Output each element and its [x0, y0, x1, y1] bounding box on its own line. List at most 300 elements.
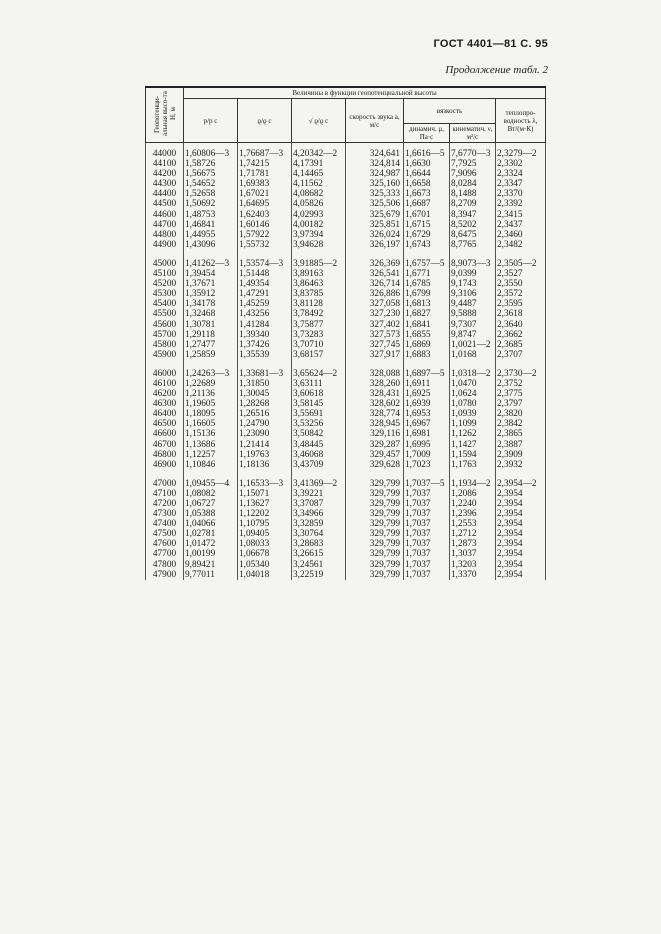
table-cell: 1,58726: [184, 159, 238, 169]
table-cell: 44300: [146, 179, 184, 189]
table-cell: 2,3415: [496, 210, 546, 220]
table-cell: 1,52658: [184, 189, 238, 199]
table-cell: 1,04066: [184, 519, 238, 529]
table-cell: 2,3302: [496, 159, 546, 169]
table-cell: 4,00182: [292, 220, 346, 230]
table-cell: 2,3932: [496, 460, 546, 470]
table-cell: 3,63111: [292, 379, 346, 389]
table-row: [146, 220, 546, 230]
table-cell: 8,7765: [450, 240, 496, 250]
table-cell: 2,3842: [496, 419, 546, 429]
table-cell: 2,3954: [496, 529, 546, 539]
table-cell: 1,57922: [238, 230, 292, 240]
table-cell: 1,2553: [450, 519, 496, 529]
table-cell: 2,3954—2: [496, 479, 546, 489]
table-row: [146, 189, 546, 199]
table-cell: 2,3618: [496, 309, 546, 319]
table-cell: 1,34178: [184, 299, 238, 309]
table-cell: 326,197: [346, 240, 404, 250]
table-cell: 3,30764: [292, 529, 346, 539]
table-cell: 1,2396: [450, 509, 496, 519]
table-cell: 1,60806—3: [184, 143, 238, 160]
table-cell: 325,851: [346, 220, 404, 230]
table-cell: 1,6981: [404, 429, 450, 439]
table-cell: 47700: [146, 549, 184, 559]
table-cell: 329,116: [346, 429, 404, 439]
atmosphere-table: [145, 86, 546, 580]
table-cell: 8,3947: [450, 210, 496, 220]
table-cell: 3,50842: [292, 429, 346, 439]
table-cell: 324,987: [346, 169, 404, 179]
table-cell: 2,3909: [496, 450, 546, 460]
table-cell: 1,50692: [184, 199, 238, 209]
table-cell: 46200: [146, 389, 184, 399]
table-row: [146, 560, 546, 570]
table-cell: 329,287: [346, 440, 404, 450]
table-cell: 9,8747: [450, 330, 496, 340]
table-cell: 1,21414: [238, 440, 292, 450]
table-cell: 1,6855: [404, 330, 450, 340]
table-cell: 2,3820: [496, 409, 546, 419]
table-cell: 1,6897—5: [404, 369, 450, 379]
table-cell: 329,799: [346, 499, 404, 509]
table-cell: 2,3730—2: [496, 369, 546, 379]
table-row: [146, 529, 546, 539]
table-cell: 1,6911: [404, 379, 450, 389]
table-cell: 1,7037—5: [404, 479, 450, 489]
table-cell: 3,43709: [292, 460, 346, 470]
table-cell: 327,058: [346, 299, 404, 309]
table-row: [146, 143, 546, 160]
page-title: ГОСТ 4401—81 С. 95: [433, 38, 548, 50]
table-cell: 8,6475: [450, 230, 496, 240]
table-cell: 1,33681—3: [238, 369, 292, 379]
table-cell: 46500: [146, 419, 184, 429]
table-cell: 2,3437: [496, 220, 546, 230]
table-cell: 1,26516: [238, 409, 292, 419]
table-cell: 2,3865: [496, 429, 546, 439]
table-cell: 3,28683: [292, 539, 346, 549]
table-continuation-label: Продолжение табл. 2: [445, 64, 548, 76]
table-cell: 326,024: [346, 230, 404, 240]
table-cell: 45200: [146, 279, 184, 289]
table-cell: 45600: [146, 320, 184, 330]
table-row: [146, 309, 546, 319]
table-cell: 1,30781: [184, 320, 238, 330]
table-cell: 45800: [146, 340, 184, 350]
table-cell: 1,46841: [184, 220, 238, 230]
table-cell: 1,7037: [404, 489, 450, 499]
table-cell: 1,45259: [238, 299, 292, 309]
table-cell: 2,3640: [496, 320, 546, 330]
table-cell: 326,886: [346, 289, 404, 299]
table-cell: 44200: [146, 169, 184, 179]
table-row: [146, 379, 546, 389]
table-cell: 328,431: [346, 389, 404, 399]
table-cell: 1,12202: [238, 509, 292, 519]
table-cell: 3,65624—2: [292, 369, 346, 379]
table-cell: 44500: [146, 199, 184, 209]
table-cell: 329,799: [346, 509, 404, 519]
table-row: [146, 159, 546, 169]
table-row: [146, 279, 546, 289]
table-cell: 1,6771: [404, 269, 450, 279]
table-cell: 1,60146: [238, 220, 292, 230]
group-spacer: [146, 360, 546, 369]
table-row: [146, 199, 546, 209]
table-cell: 325,506: [346, 199, 404, 209]
table-cell: 1,2086: [450, 489, 496, 499]
table-cell: 3,32859: [292, 519, 346, 529]
table-cell: 47800: [146, 560, 184, 570]
table-row: [146, 509, 546, 519]
table-cell: 1,13627: [238, 499, 292, 509]
table-cell: 1,41262—3: [184, 259, 238, 269]
table-row: [146, 259, 546, 269]
table-cell: 1,7023: [404, 460, 450, 470]
table-row: [146, 179, 546, 189]
table-cell: 1,6799: [404, 289, 450, 299]
table-cell: 325,679: [346, 210, 404, 220]
table-cell: 44100: [146, 159, 184, 169]
table-cell: 324,641: [346, 143, 404, 160]
table-row: [146, 539, 546, 549]
table-cell: 329,799: [346, 489, 404, 499]
table-cell: 328,088: [346, 369, 404, 379]
table-cell: 45400: [146, 299, 184, 309]
table-row: [146, 210, 546, 220]
table-cell: 327,230: [346, 309, 404, 319]
table-cell: 1,35912: [184, 289, 238, 299]
table-cell: 1,76687—3: [238, 143, 292, 160]
table-cell: 1,0470: [450, 379, 496, 389]
table-cell: 3,97394: [292, 230, 346, 240]
table-cell: 328,774: [346, 409, 404, 419]
table-cell: 1,21136: [184, 389, 238, 399]
table-cell: 47600: [146, 539, 184, 549]
table-cell: 3,37087: [292, 499, 346, 509]
table-cell: 47900: [146, 570, 184, 580]
table-cell: 1,7037: [404, 529, 450, 539]
table-cell: 1,49354: [238, 279, 292, 289]
table-cell: 44000: [146, 143, 184, 160]
table-cell: 328,602: [346, 399, 404, 409]
table-cell: 1,71781: [238, 169, 292, 179]
table-row: [146, 240, 546, 250]
table-cell: 4,08682: [292, 189, 346, 199]
table-cell: 1,15071: [238, 489, 292, 499]
table-cell: 1,06727: [184, 499, 238, 509]
table-cell: 1,10846: [184, 460, 238, 470]
table-cell: 3,55691: [292, 409, 346, 419]
table-cell: 4,02993: [292, 210, 346, 220]
table-cell: 326,541: [346, 269, 404, 279]
table-cell: 1,6967: [404, 419, 450, 429]
table-cell: 1,0168: [450, 350, 496, 360]
table-row: [146, 330, 546, 340]
header-kinematic-viscosity: кинематич. ν, м²/с: [450, 124, 496, 143]
table-cell: 1,28268: [238, 399, 292, 409]
table-cell: 8,9073—3: [450, 259, 496, 269]
table-cell: 3,86463: [292, 279, 346, 289]
table-body: [146, 143, 546, 580]
table-cell: 1,18095: [184, 409, 238, 419]
table-cell: 1,7037: [404, 560, 450, 570]
table-cell: 1,16533—3: [238, 479, 292, 489]
table-cell: 2,3954: [496, 539, 546, 549]
table-cell: 3,94628: [292, 240, 346, 250]
table-cell: 329,799: [346, 519, 404, 529]
table-cell: 3,34966: [292, 509, 346, 519]
table-cell: 1,6813: [404, 299, 450, 309]
table-cell: 2,3460: [496, 230, 546, 240]
table-cell: 1,6729: [404, 230, 450, 240]
table-cell: 1,39340: [238, 330, 292, 340]
table-cell: 1,6630: [404, 159, 450, 169]
table-cell: 2,3954: [496, 549, 546, 559]
table-cell: 328,260: [346, 379, 404, 389]
table-row: [146, 320, 546, 330]
table-cell: 2,3685: [496, 340, 546, 350]
table-cell: 9,3106: [450, 289, 496, 299]
table-cell: 8,2709: [450, 199, 496, 209]
table-cell: 327,917: [346, 350, 404, 360]
table-cell: 4,05826: [292, 199, 346, 209]
header-dynamic-viscosity: динамич. μ, Па·с: [404, 124, 450, 143]
table-cell: 44800: [146, 230, 184, 240]
group-spacer: [146, 250, 546, 259]
table-cell: 1,6841: [404, 320, 450, 330]
table-cell: 2,3775: [496, 389, 546, 399]
table-cell: 9,7307: [450, 320, 496, 330]
table-cell: 1,69383: [238, 179, 292, 189]
table-cell: 1,1262: [450, 429, 496, 439]
table-cell: 326,714: [346, 279, 404, 289]
table-cell: 1,02781: [184, 529, 238, 539]
table-row: [146, 340, 546, 350]
table-cell: 1,53574—3: [238, 259, 292, 269]
table-cell: 2,3572: [496, 289, 546, 299]
table-cell: 1,6644: [404, 169, 450, 179]
table-cell: 1,23090: [238, 429, 292, 439]
table-cell: 329,799: [346, 560, 404, 570]
table-cell: 47500: [146, 529, 184, 539]
table-cell: 1,1099: [450, 419, 496, 429]
table-cell: 1,0021—2: [450, 340, 496, 350]
table-row: [146, 419, 546, 429]
table-cell: 1,12257: [184, 450, 238, 460]
table-cell: 2,3392: [496, 199, 546, 209]
table-cell: 46800: [146, 450, 184, 460]
table-cell: 1,2712: [450, 529, 496, 539]
table-cell: 47200: [146, 499, 184, 509]
table-cell: 1,7037: [404, 570, 450, 580]
table-cell: 3,75877: [292, 320, 346, 330]
table-cell: 1,39454: [184, 269, 238, 279]
table-cell: 1,0624: [450, 389, 496, 399]
table-cell: 1,37426: [238, 340, 292, 350]
table-cell: 44400: [146, 189, 184, 199]
table-row: [146, 519, 546, 529]
table-cell: 1,6827: [404, 309, 450, 319]
table-cell: 327,573: [346, 330, 404, 340]
table-cell: 1,0318—2: [450, 369, 496, 379]
table-cell: 1,48753: [184, 210, 238, 220]
table-cell: 1,7009: [404, 450, 450, 460]
header-sqrt-density-ratio: √ ϱ/ϱ c: [292, 99, 346, 143]
table-cell: 1,6743: [404, 240, 450, 250]
table-cell: 324,814: [346, 159, 404, 169]
table-cell: 1,19605: [184, 399, 238, 409]
table-cell: 1,19763: [238, 450, 292, 460]
table-row: [146, 409, 546, 419]
table-cell: 3,81128: [292, 299, 346, 309]
table-cell: 1,31850: [238, 379, 292, 389]
table-cell: 1,6785: [404, 279, 450, 289]
table-cell: 1,27477: [184, 340, 238, 350]
table-cell: 1,54652: [184, 179, 238, 189]
table-cell: 3,53256: [292, 419, 346, 429]
table-cell: 8,0284: [450, 179, 496, 189]
table-header: [146, 87, 546, 143]
table-cell: 45700: [146, 330, 184, 340]
table-cell: 1,05340: [238, 560, 292, 570]
table-cell: 46100: [146, 379, 184, 389]
table-cell: 4,11562: [292, 179, 346, 189]
table-cell: 46300: [146, 399, 184, 409]
table-cell: 2,3954: [496, 489, 546, 499]
table-cell: 1,22689: [184, 379, 238, 389]
table-cell: 2,3505—2: [496, 259, 546, 269]
table-cell: 1,7037: [404, 509, 450, 519]
table-cell: 1,1427: [450, 440, 496, 450]
table-cell: 1,0780: [450, 399, 496, 409]
table-cell: 3,41369—2: [292, 479, 346, 489]
table-cell: 1,6701: [404, 210, 450, 220]
table-cell: 1,37671: [184, 279, 238, 289]
table-cell: 2,3954: [496, 570, 546, 580]
table-cell: 3,73283: [292, 330, 346, 340]
table-cell: 1,35539: [238, 350, 292, 360]
table-cell: 1,06678: [238, 549, 292, 559]
table-cell: 2,3954: [496, 499, 546, 509]
table-cell: 3,83785: [292, 289, 346, 299]
table-cell: 1,29118: [184, 330, 238, 340]
table-row: [146, 230, 546, 240]
table-row: [146, 440, 546, 450]
table-cell: 329,799: [346, 479, 404, 489]
table-cell: 1,6715: [404, 220, 450, 230]
table-cell: 329,799: [346, 539, 404, 549]
table-cell: 1,41284: [238, 320, 292, 330]
header-span-functions: Величины в функции геопотенциальной высоты: [184, 87, 546, 99]
table-cell: 1,08033: [238, 539, 292, 549]
table-row: [146, 399, 546, 409]
group-spacer: [146, 470, 546, 479]
table-cell: 3,39221: [292, 489, 346, 499]
table-cell: 47100: [146, 489, 184, 499]
table-cell: 1,6673: [404, 189, 450, 199]
table-cell: 2,3279—2: [496, 143, 546, 160]
table-cell: 2,3550: [496, 279, 546, 289]
table-cell: 46700: [146, 440, 184, 450]
table-cell: 9,0399: [450, 269, 496, 279]
table-cell: 2,3595: [496, 299, 546, 309]
table-row: [146, 499, 546, 509]
table-cell: 1,6658: [404, 179, 450, 189]
header-altitude: Геопотенци-альная высо-та H, м: [146, 87, 184, 143]
table-cell: 7,6770—3: [450, 143, 496, 160]
table-cell: 1,51448: [238, 269, 292, 279]
table-cell: 9,5888: [450, 309, 496, 319]
table-cell: 1,10795: [238, 519, 292, 529]
table-cell: 1,6995: [404, 440, 450, 450]
table-cell: 45900: [146, 350, 184, 360]
table-row: [146, 289, 546, 299]
table-cell: 329,799: [346, 529, 404, 539]
table-cell: 4,17391: [292, 159, 346, 169]
table-cell: 2,3887: [496, 440, 546, 450]
table-cell: 329,457: [346, 450, 404, 460]
table-cell: 3,70710: [292, 340, 346, 350]
table-cell: 1,62403: [238, 210, 292, 220]
table-cell: 1,6757—5: [404, 259, 450, 269]
table-cell: 2,3662: [496, 330, 546, 340]
table-cell: 1,55732: [238, 240, 292, 250]
table-cell: 1,43256: [238, 309, 292, 319]
table-cell: 1,56675: [184, 169, 238, 179]
table-cell: 46000: [146, 369, 184, 379]
table-row: [146, 350, 546, 360]
table-cell: 329,799: [346, 570, 404, 580]
table-cell: 3,22519: [292, 570, 346, 580]
table-cell: 1,6939: [404, 399, 450, 409]
table-cell: 46900: [146, 460, 184, 470]
table-cell: 2,3954: [496, 509, 546, 519]
table-row: [146, 489, 546, 499]
table-cell: 325,160: [346, 179, 404, 189]
table-cell: 1,7037: [404, 539, 450, 549]
table-cell: 1,6687: [404, 199, 450, 209]
table-cell: 9,1743: [450, 279, 496, 289]
table-cell: 2,3527: [496, 269, 546, 279]
header-density-ratio: ϱ/ϱ c: [238, 99, 292, 143]
header-thermal-conductivity: теплопро-водность λ, Вт/(м·К): [496, 99, 546, 143]
table-cell: 3,68157: [292, 350, 346, 360]
header-viscosity: вязкость: [404, 99, 496, 124]
table-cell: 1,08082: [184, 489, 238, 499]
table-cell: 7,7925: [450, 159, 496, 169]
table-cell: 46600: [146, 429, 184, 439]
table-cell: 1,09455—4: [184, 479, 238, 489]
table-cell: 45100: [146, 269, 184, 279]
table-cell: 2,3347: [496, 179, 546, 189]
table-cell: 2,3324: [496, 169, 546, 179]
table-cell: 329,628: [346, 460, 404, 470]
table-cell: 1,1934—2: [450, 479, 496, 489]
table-cell: 1,44955: [184, 230, 238, 240]
table-row: [146, 389, 546, 399]
table-cell: 1,24263—3: [184, 369, 238, 379]
table-cell: 1,18136: [238, 460, 292, 470]
table-cell: 327,745: [346, 340, 404, 350]
table-cell: 1,09405: [238, 529, 292, 539]
table-cell: 8,1488: [450, 189, 496, 199]
table-cell: 1,30045: [238, 389, 292, 399]
table-cell: 44700: [146, 220, 184, 230]
table-cell: 2,3954: [496, 560, 546, 570]
table-cell: 3,91885—2: [292, 259, 346, 269]
